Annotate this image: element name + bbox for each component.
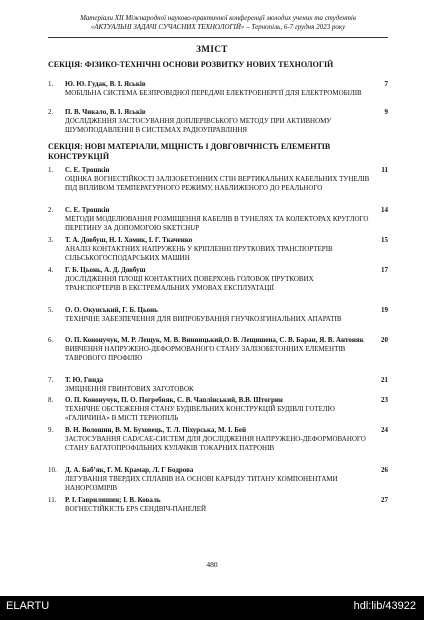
entry-body	[65, 236, 370, 262]
entry-body	[65, 376, 370, 394]
entry-page-number: 23	[381, 396, 388, 404]
entry-page-number: 11	[381, 166, 388, 174]
page-number: 480	[206, 560, 218, 569]
entry-number: 10.	[48, 466, 57, 474]
entry-page-number: 17	[381, 266, 388, 274]
entry-body	[65, 396, 370, 422]
header-line-2: «АКТУАЛЬНІ ЗАДАЧІ СУЧАСНИХ ТЕХНОЛОГІЙ» – Тернопіль, 6-7 грудня 2023 року	[90, 23, 346, 31]
entry-title: ТЕХНІЧНЕ ЗАБЕЗПЕЧЕННЯ ДЛЯ ВИПРОБУВАННЯ ГНУЧКОЗГИНАЛЬНИХ АПАРАТІВ	[65, 314, 342, 323]
entry-number: 2.	[48, 206, 54, 214]
entry-number: 2.	[48, 108, 54, 116]
entry-page-number: 19	[381, 306, 388, 314]
entry-number: 3.	[48, 236, 54, 244]
section-heading-1: СЕКЦІЯ: ФІЗИКО-ТЕХНІЧНІ ОСНОВИ РОЗВИТКУ НОВИХ ТЕХНОЛОГІЙ	[48, 60, 334, 69]
entry-body	[65, 426, 370, 452]
toc-title: ЗМІСТ	[196, 44, 228, 54]
entry-title: МЕТОДИ МОДЕЛЮВАННЯ РОЗМІЩЕННЯ КАБЕЛІВ В ТУНЕЛЯХ ТА КОЛЕКТОРАХ КРУГЛОГО ПЕРЕТИНУ ЗА ДОПОМОГОЮ SKETCHUP	[65, 214, 369, 232]
entry-body	[65, 496, 370, 514]
entry-title: ВОГНЕСТІЙКІСТЬ EPS СЕНДВІЧ-ПАНЕЛЕЙ	[65, 504, 207, 513]
entry-body	[65, 306, 370, 324]
entry-page-number: 24	[381, 426, 388, 434]
footer-bar	[0, 596, 424, 620]
entry-body	[65, 206, 370, 232]
entry-body	[65, 466, 370, 492]
entry-number: 1.	[48, 80, 54, 88]
entry-authors: О. О. Окунський, Г. Б. Цьонь	[65, 306, 158, 314]
entry-title: АНАЛІЗ КОНТАКТНИХ НАПРУЖЕНЬ У КРІПЛЕННІ ПРУТКОВИХ ТРАНСПОРТЕРІВ СІЛЬСЬКОГОСПОДАРСЬКИХ МАШИН	[65, 244, 333, 262]
entry-number: 11.	[48, 496, 57, 504]
entry-title: ДОСЛІДЖЕННЯ ЗАСТОСУВАННЯ ДОПЛЕРІВСЬКОГО МЕТОДУ ПРИ АКТИВНОМУ ШУМОПОДАВЛЕННІ В СИСТЕМАХ РАДІОУПРАВЛІННЯ	[65, 116, 332, 134]
entry-number: 8.	[48, 396, 54, 404]
header-line-1: Матеріали XII Міжнародної науково-практичної конференції молодих учених та студентів	[80, 14, 356, 22]
section-heading-2: СЕКЦІЯ: НОВІ МАТЕРІАЛИ, МІЦНІСТЬ І ДОВГОВІЧНІСТЬ ЕЛЕМЕНТІВ КОНСТРУКЦІЙ	[48, 142, 331, 161]
entry-title: ЛЕГУВАННЯ ТВЕРДИХ СПЛАВІВ НА ОСНОВІ КАРБІДУ ТИТАНУ КОМПОНЕНТАМИ НАНОРОЗМІРІВ	[65, 474, 338, 492]
entry-authors: Г. Б. Цьонь, А. Д. Довбуш	[65, 266, 146, 274]
entry-page-number: 21	[381, 376, 388, 384]
header-rule	[48, 37, 388, 38]
entry-authors: О. П. Кононучук, М. Р. Лещук, М. В. Винницький,О. В. Лещишена, С. В. Баран, Я. В. Антоняк	[65, 336, 364, 344]
running-header	[48, 14, 388, 32]
entry-title: ВИВЧЕННЯ НАПРУЖЕНО-ДЕФОРМОВАНОГО СТАНУ ЗАЛІЗОБЕТОННИХ ЕЛЕМЕНТІВ ТАВРОВОГО ПРОФІЛЮ	[65, 344, 346, 362]
entry-title: ЗМІЦНЕННЯ ГВИНТОВИХ ЗАГОТОВОК	[65, 384, 194, 393]
entry-body	[65, 80, 370, 98]
entry-authors: С. Е. Трошкін	[65, 206, 110, 214]
entry-title: ЗАСТОСУВАННЯ CAD/CAE-СИСТЕМ ДЛЯ ДОСЛІДЖЕННЯ НАПРУЖЕНО-ДЕФОРМОВАНОГО СТАНУ БАГАТОПРОФІЛЬНИХ КУЛАЧКІВ ТОКАРНИХ ПАТРОНІВ	[65, 434, 366, 452]
entry-page-number: 15	[381, 236, 388, 244]
entry-authors: Д. А. Баб’як, Г. М. Крамар, Л. Г Бодрова	[65, 466, 194, 474]
entry-authors: В. Н. Волошин, В. М. Буховець, Т. Л. Піхурська, М. І. Бей	[65, 426, 247, 434]
entry-body	[65, 266, 370, 292]
entry-page-number: 26	[381, 466, 388, 474]
entry-title: ТЕХНІЧНЕ ОБСТЕЖЕННЯ СТАНУ БУДІВЕЛЬНИХ КОНСТРУКЦІЙ БУДІВЛІ ГОТЕЛЮ «ГАЛИЧИНА» В МІСТІ ТЕРНОПІЛЬ	[65, 404, 335, 422]
entry-authors: Т. А. Довбуш, Н. І. Хомик, І. Г. Ткаченко	[65, 236, 193, 244]
entry-authors: С. Е. Трошкін	[65, 166, 110, 174]
entry-page-number: 9	[384, 108, 388, 116]
entry-title: МОБІЛЬНА СИСТЕМА БЕЗПРОВІДНОЇ ПЕРЕДАЧІ ЕЛЕКТРОЕНЕРГІЇ ДЛЯ ЕЛЕКТРОМОБІЛІВ	[65, 88, 362, 97]
entry-authors: Т. Ю. Гинда	[65, 376, 104, 384]
entry-page-number: 27	[381, 496, 388, 504]
entry-authors: П. В. Чикало, В. І. Яськів	[65, 108, 146, 116]
entry-page-number: 14	[381, 206, 388, 214]
entry-body	[65, 336, 370, 362]
entry-number: 9.	[48, 426, 54, 434]
entry-number: 1.	[48, 166, 54, 174]
entry-title: ДОСЛІДЖЕННЯ ПЛОЩІ КОНТАКТНИХ ПОВЕРХОНЬ ГОЛОВОК ПРУТКОВИХ ТРАНСПОРТЕРІВ В ЕКСТРЕМАЛЬНИХ УМОВАХ ЕКСПЛУАТАЦІЇ	[65, 274, 314, 292]
entry-page-number: 7	[384, 80, 388, 88]
entry-body	[65, 108, 370, 134]
entry-page-number: 20	[381, 336, 388, 344]
entry-authors: Р. І. Гаврилишин; І. В. Коваль	[65, 496, 161, 504]
entry-authors: Ю. Ю. Гудак, В. І. Яськів	[65, 80, 146, 88]
entry-number: 4.	[48, 266, 54, 274]
entry-title: ОЦІНКА ВОГНЕСТІЙКОСТІ ЗАЛІЗОБЕТОННИХ СТІН ВЕРТИКАЛЬНИХ КАБЕЛЬНИХ ТУНЕЛІВ ПІД ВПЛИВОМ ТЕМПЕРАТУРНОГО РЕЖИМУ, НАБЛИЖЕНОГО ДО РЕАЛЬНОГО	[65, 174, 370, 192]
footer-repository-label: ELARTU	[6, 600, 50, 612]
entry-body	[65, 166, 370, 192]
footer-handle-link[interactable]: hdl:lib/43922	[353, 600, 416, 612]
entry-authors: О. П. Кононучук, П. О. Погребняк, С. В. Чаплінський, В.В. Штогрин	[65, 396, 283, 404]
entry-number: 6.	[48, 336, 54, 344]
entry-number: 5.	[48, 306, 54, 314]
entry-number: 7.	[48, 376, 54, 384]
